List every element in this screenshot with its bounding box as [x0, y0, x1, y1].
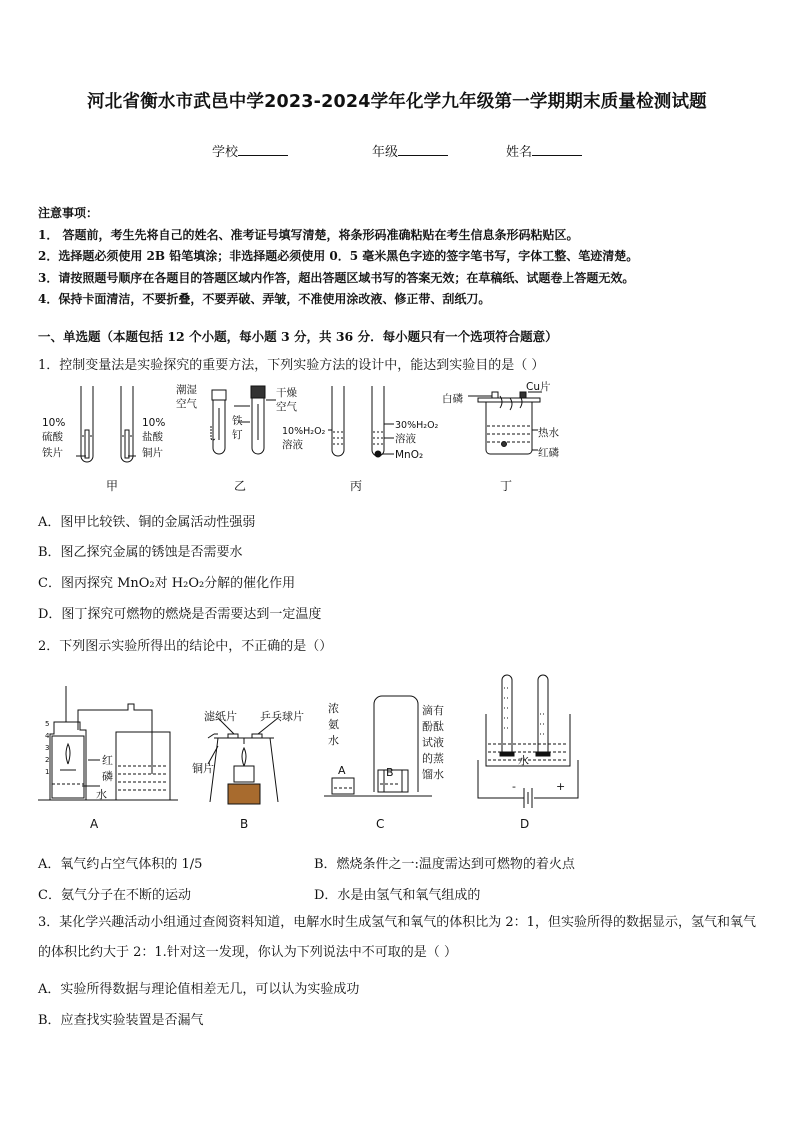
q1-option-d[interactable]: D．图丁探究可燃物的燃烧是否需要达到一定温度: [38, 607, 322, 622]
yi-nail: 铁: [232, 415, 243, 427]
question-1-figure: [38, 378, 598, 496]
b-caption: B: [240, 817, 249, 831]
note-item: 2．选择题必须使用 2B 铅笔填涂；非选择题必须使用 0．5 毫米黑色字迹的签字笔书写，字体工整、笔迹清楚。: [38, 249, 639, 263]
c-phen-0: 滴有: [422, 704, 444, 717]
q3-option-a[interactable]: A．实验所得数据与理论值相差无几，可以认为实验成功: [38, 982, 360, 997]
q3-option-b[interactable]: B．应查找实验装置是否漏气: [38, 1013, 204, 1028]
school-field: 学校: [212, 141, 288, 160]
yi-caption: 乙: [234, 479, 247, 493]
q1-option-b[interactable]: B．图乙探究金属的锈蚀是否需要水: [38, 545, 243, 560]
q1-option-a[interactable]: A．图甲比较铁、铜的金属活动性强弱: [38, 515, 256, 530]
q2-option-c[interactable]: C．氨气分子在不断的运动: [38, 888, 191, 903]
ding-white: 白磷: [442, 393, 463, 405]
notes: [38, 203, 758, 311]
a-scale-2: 2: [45, 756, 50, 764]
question-2-stem: 2．下列图示实验所得出的结论中，不正确的是（）: [38, 639, 333, 654]
bing-sol1: 10%H₂O₂: [282, 426, 326, 437]
question-1-stem: 1．控制变量法是实验探究的重要方法，下列实验方法的设计中，能达到实验目的是（ ）: [38, 358, 545, 373]
page-title: 河北省衡水市武邑中学2023-2024学年化学九年级第一学期期末质量检测试题: [87, 92, 707, 112]
q2-option-b[interactable]: B．燃烧条件之一:温度需达到可燃物的着火点: [314, 857, 575, 872]
note-item: 3．请按照题号顺序在各题目的答题区域内作答，超出答题区域书写的答案无效；在草稿纸、试题卷上答题无效。: [38, 270, 635, 285]
c-phen-3: 的蒸: [422, 752, 444, 765]
question-2-figure: [38, 674, 598, 834]
c-amm-1: 氨: [328, 718, 339, 731]
a-water: 水: [96, 788, 107, 801]
figure-jia: [76, 386, 136, 462]
ding-caption: 丁: [500, 479, 513, 493]
figure-bing: [328, 386, 394, 457]
a-scale-4: 4: [45, 732, 50, 740]
yi-air2b: 空气: [276, 401, 297, 413]
c-label-b: B: [386, 766, 394, 779]
a-caption: A: [90, 817, 99, 831]
b-ball: 乒乓球片: [260, 710, 304, 723]
c-phen-2: 试液: [422, 736, 444, 749]
question-3-stem: 3．某化学兴趣活动小组通过查阅资料知道，电解水时生成氢气和氧气的体积比为 2：1，但实验所得的数据显示，氢气和氧气的体积比约大于 2：1.针对这一发现，你认为下列说法中不可取的是（ ）: [38, 915, 756, 960]
ding-cu: Cu片: [526, 381, 551, 393]
jia-acid1b: 硫酸: [42, 431, 63, 443]
a-redb: 磷: [102, 770, 113, 783]
yi-air1b: 空气: [176, 398, 197, 410]
notes-heading: 注意事项：: [38, 206, 99, 220]
jia-acid2: 10%: [142, 417, 166, 429]
bing-sol2: 30%H₂O₂: [395, 420, 439, 431]
ding-water: 热水: [538, 427, 559, 439]
jia-caption: 甲: [106, 479, 119, 493]
figure-b: [208, 718, 278, 804]
b-paper: 滤纸片: [204, 710, 237, 723]
jia-metal2: 铜片: [142, 447, 163, 459]
name-field: 姓名: [506, 141, 582, 160]
c-amm-0: 浓: [328, 702, 339, 715]
d-pos: +: [556, 780, 566, 793]
a-scale-5: 5: [45, 720, 50, 728]
note-item: 1． 答题前，考生先将自己的姓名、准考证号填写清楚，将条形码准确粘贴在考生信息条形码粘贴区。: [38, 227, 579, 242]
d-caption: D: [520, 817, 530, 831]
d-water: 水: [518, 754, 529, 767]
figure-ding: [468, 392, 542, 454]
jia-acid1: 10%: [42, 417, 66, 429]
a-red: 红: [102, 754, 113, 767]
figure-c: [324, 696, 432, 796]
c-phen-4: 馏水: [422, 768, 444, 781]
c-caption: C: [376, 817, 385, 831]
section-heading: 一、单选题（本题包括 12 个小题，每小题 3 分，共 36 分．每小题只有一个选项符合题意）: [38, 329, 558, 344]
yi-air1: 潮湿: [176, 384, 197, 396]
figure-yi: [211, 386, 276, 454]
a-scale-3: 3: [45, 744, 50, 752]
ding-red: 红磷: [538, 447, 559, 459]
bing-cat: MnO₂: [395, 449, 424, 461]
q2-option-d[interactable]: D．水是由氢气和氧气组成的: [314, 888, 481, 903]
c-phen-1: 酚酞: [422, 720, 444, 733]
q1-option-c[interactable]: C．图丙探究 MnO₂对 H₂O₂分解的催化作用: [38, 576, 296, 591]
d-neg: -: [512, 780, 516, 793]
b-cu: 铜片: [192, 762, 214, 775]
bing-sol1b: 溶液: [282, 439, 303, 451]
c-label-a: A: [338, 764, 346, 777]
q2-option-a[interactable]: A．氧气约占空气体积的 1/5: [38, 857, 203, 872]
jia-metal1: 铁片: [42, 447, 63, 459]
note-item: 4．保持卡面清洁，不要折叠，不要弄破、弄皱，不准使用涂改液、修正带、刮纸刀。: [38, 292, 491, 306]
bing-sol2b: 溶液: [395, 433, 416, 445]
bing-caption: 丙: [350, 479, 363, 493]
c-amm-2: 水: [328, 734, 339, 747]
yi-air2: 干燥: [276, 387, 297, 399]
a-scale-1: 1: [45, 768, 50, 776]
grade-field: 年级: [372, 141, 448, 160]
yi-nailb: 钉: [232, 429, 243, 441]
jia-acid2b: 盐酸: [142, 431, 163, 443]
